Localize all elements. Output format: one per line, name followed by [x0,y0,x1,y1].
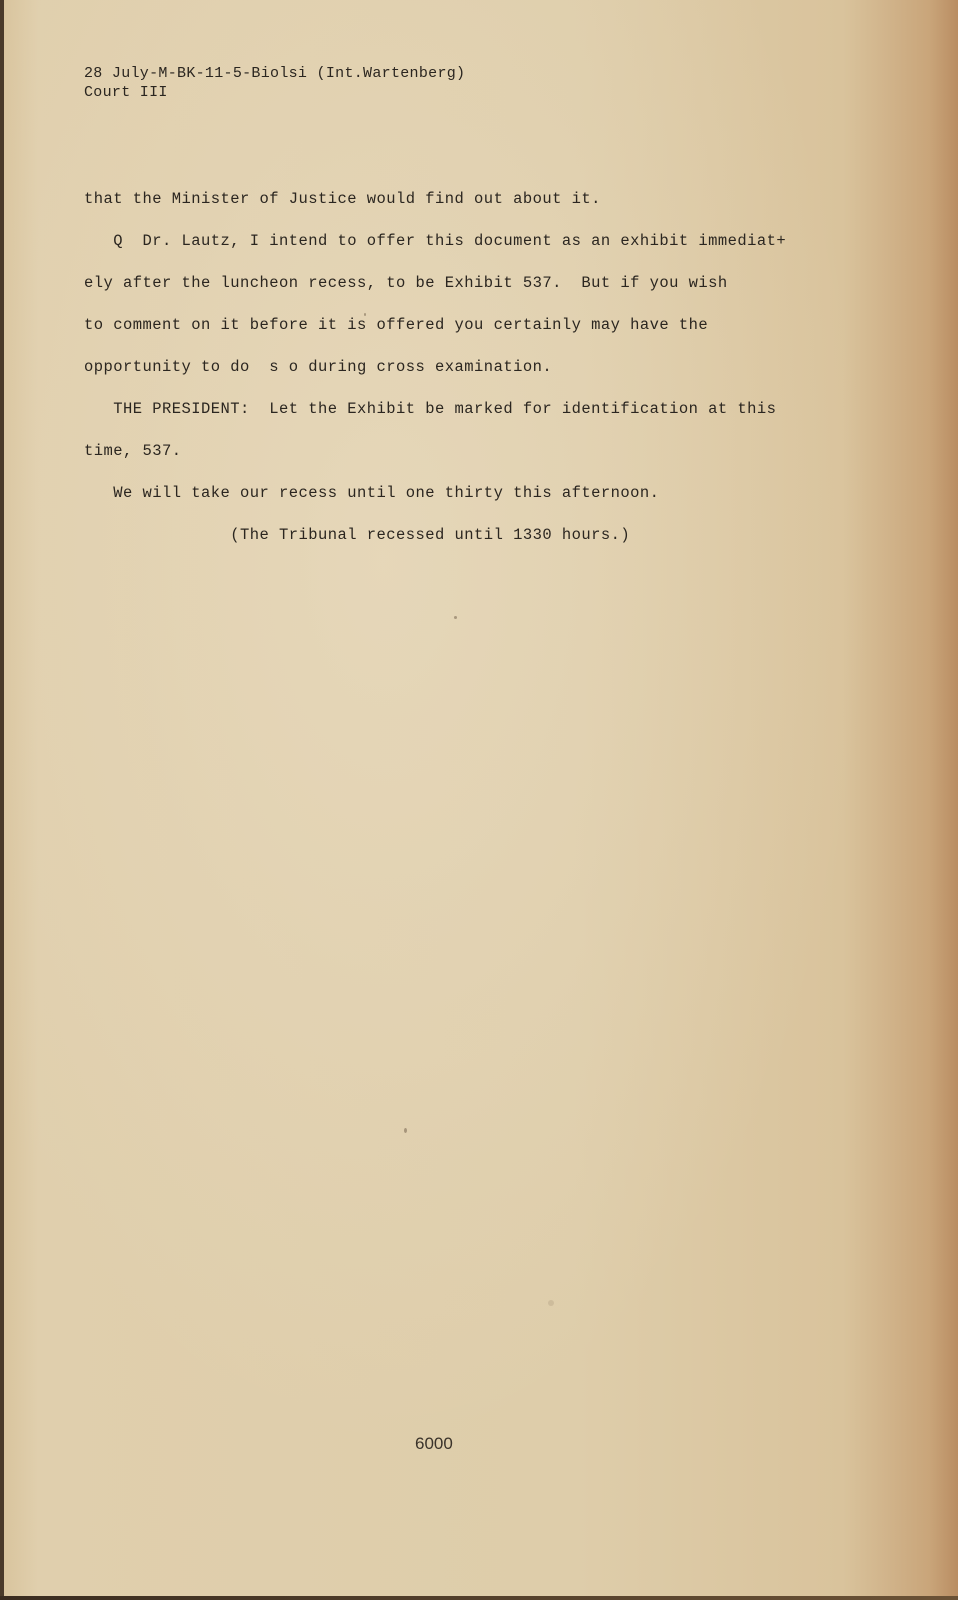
header-case-reference: 28 July-M-BK-11-5-Biolsi (Int.Wartenberg) [84,65,466,82]
document-header [84,64,465,102]
transcript-line: We will take our recess until one thirty this afternoon. [84,484,660,502]
transcript-line: opportunity to do s o during cross examination. [84,358,553,376]
transcript-line: that the Minister of Justice would find out about it. [84,190,601,208]
transcript-line: THE PRESIDENT: Let the Exhibit be marked for identification at this [84,400,777,418]
transcript-line: Q Dr. Lautz, I intend to offer this document as an exhibit immediat+ [84,232,787,250]
transcript-line: (The Tribunal recessed until 1330 hours.) [84,526,631,544]
paper-speck [548,1300,554,1306]
page-left-edge [0,0,4,1600]
transcript-line: to comment on it before it is offered you certainly may have the [84,316,709,334]
paper-speck [404,1128,407,1133]
header-court: Court III [84,84,168,101]
paper-speck [454,616,457,619]
paper-speck [364,313,366,316]
transcript-line: time, 537. [84,442,182,460]
page-bottom-edge [0,1596,958,1600]
transcript-line: ely after the luncheon recess, to be Exhibit 537. But if you wish [84,274,728,292]
page-number: 6000 [415,1434,453,1453]
